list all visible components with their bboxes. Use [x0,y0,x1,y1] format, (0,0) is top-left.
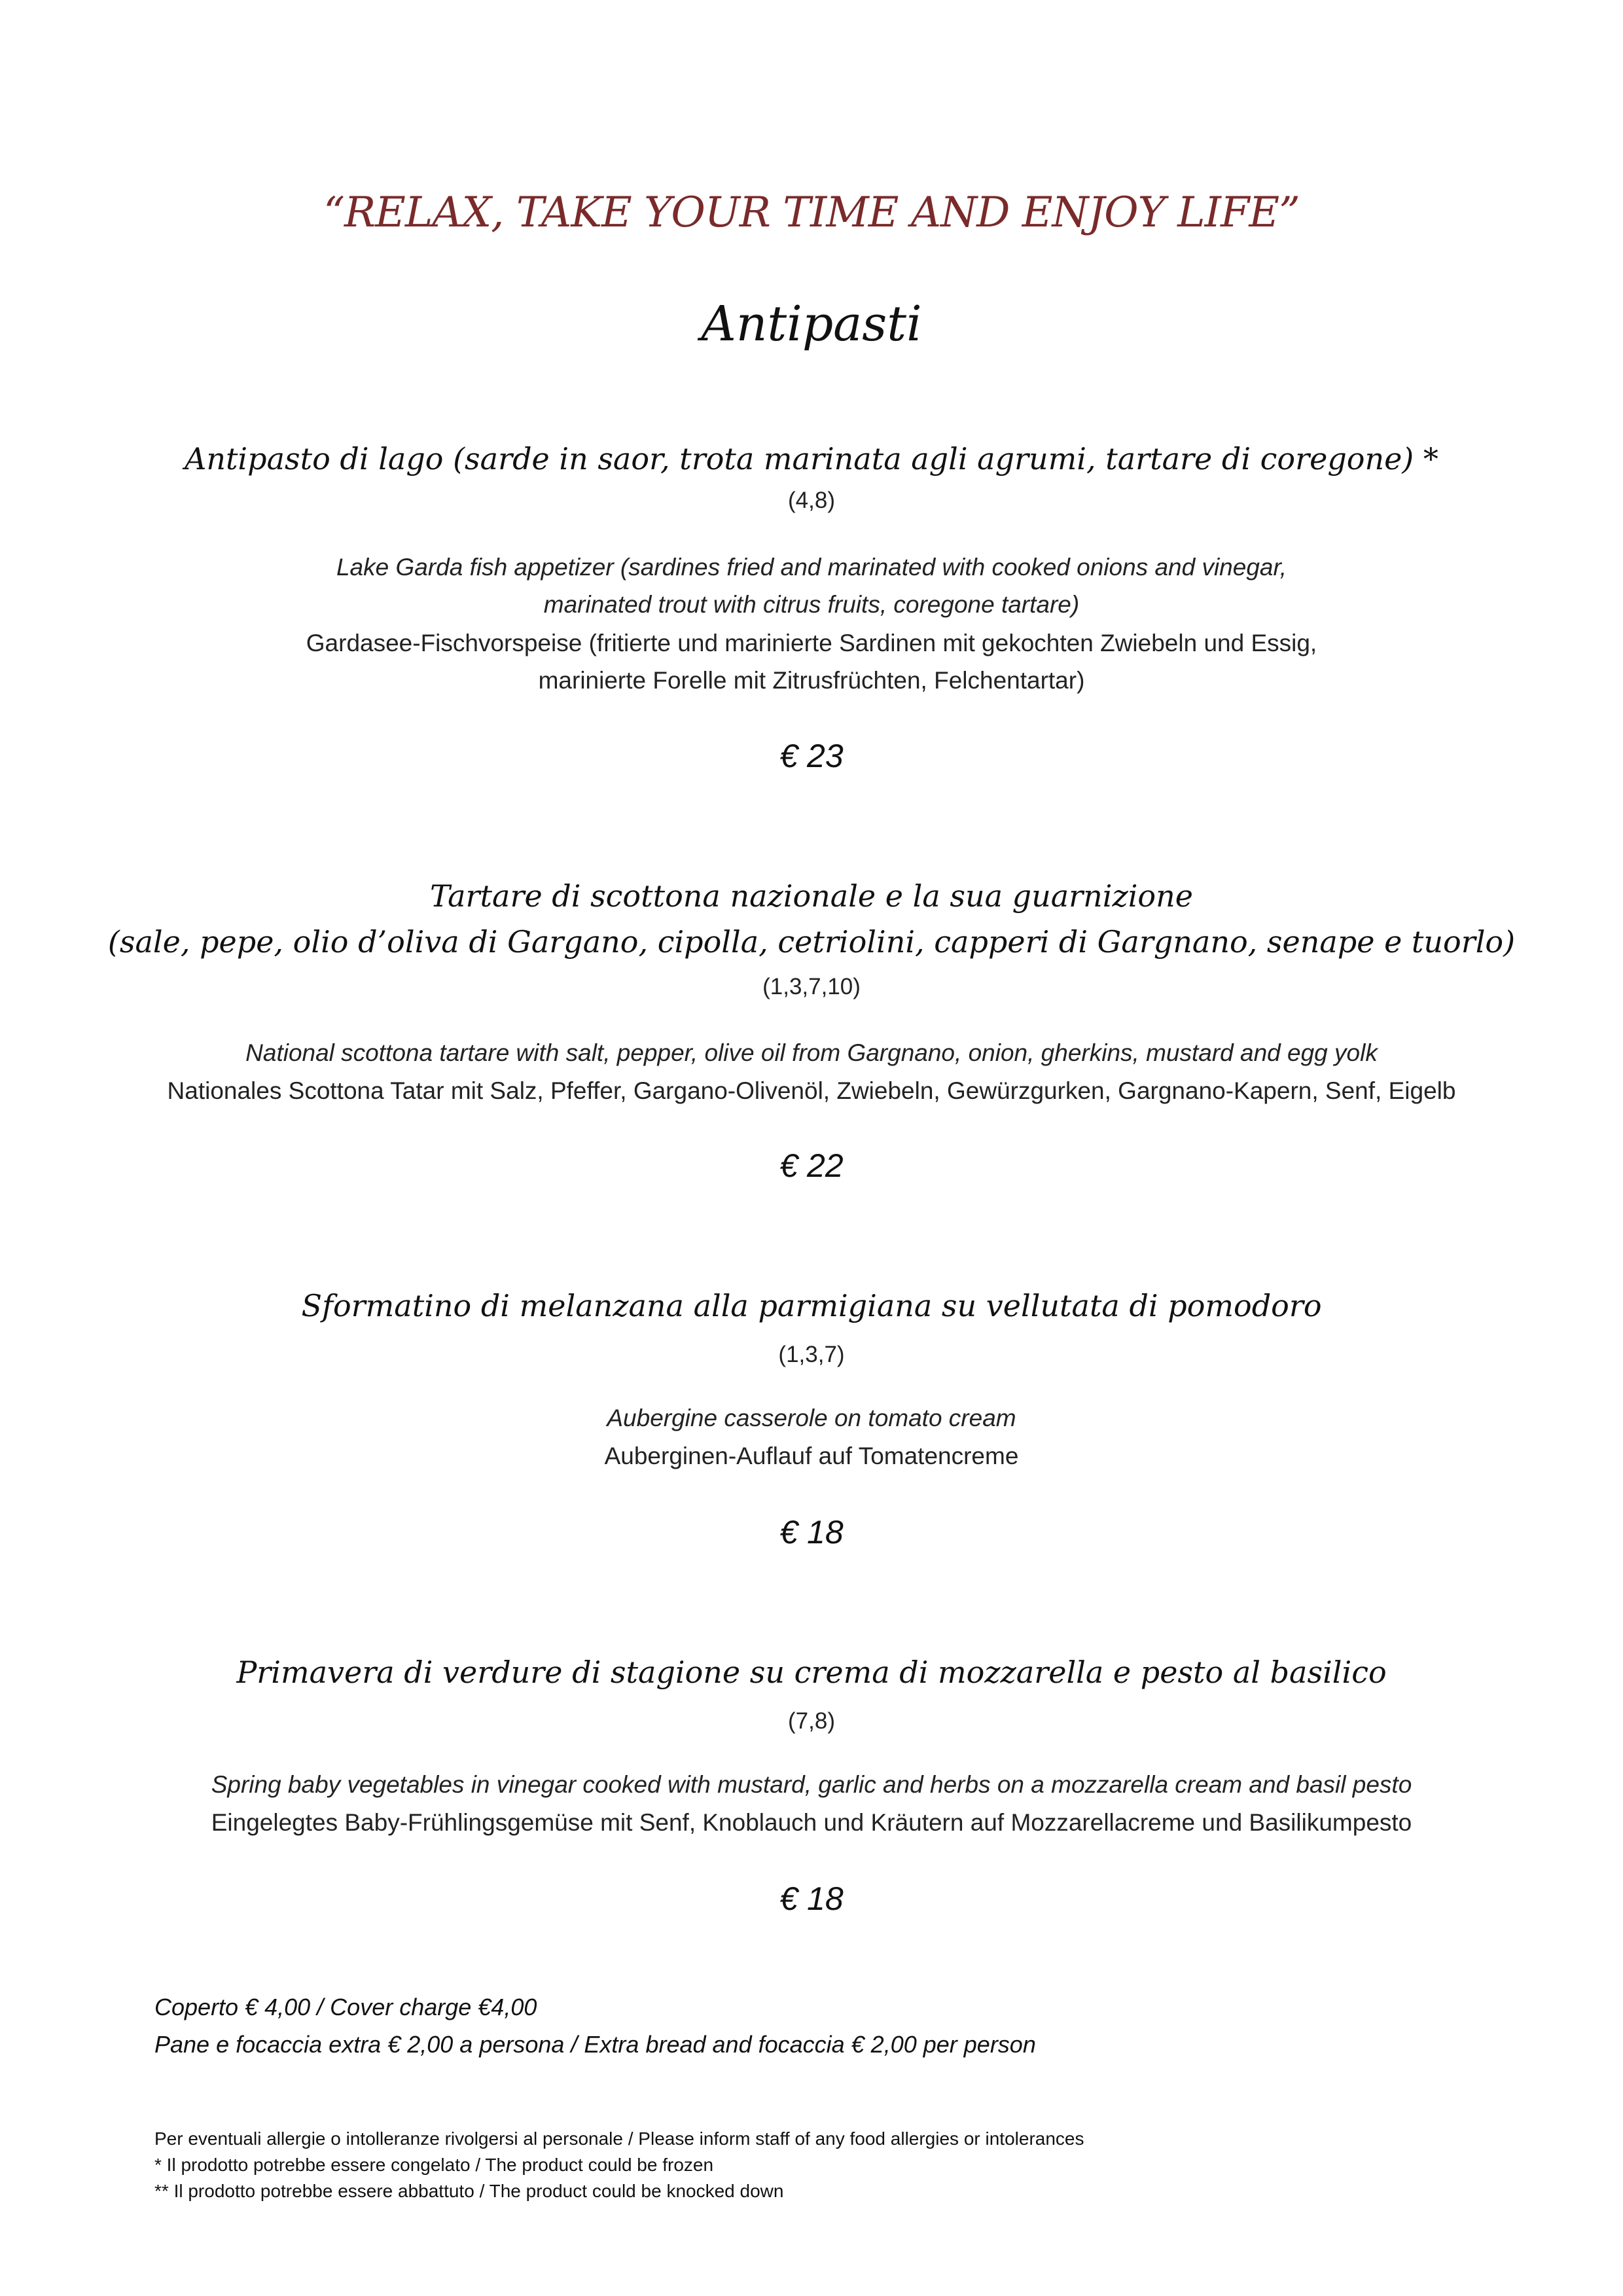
footer-notes [154,2126,1084,2204]
dish-name [0,873,1623,965]
dish-allergens: (4,8) [788,488,835,513]
dish-allergens: (7,8) [788,1708,835,1734]
bread-charge: Pane e focaccia extra € 2,00 a persona / Extra bread and focaccia € 2,00 per person [154,2031,1036,2058]
dish-allergens: (1,3,7) [778,1342,845,1367]
dish-name-line: Tartare di scottona nazionale e la sua guarnizione [430,878,1193,914]
dish-description-english: Aubergine casserole on tomato cream [607,1405,1016,1431]
dish-name-line: (sale, pepe, olio d’oliva di Gargano, cipolla, cetriolini, capperi di Gargnano, senape e tuorlo) [107,924,1516,960]
frozen-note: * Il prodotto potrebbe essere congelato / The product could be frozen [154,2155,714,2175]
description-line: Gardasee-Fischvorspeise (fritierte und marinierte Sardinen mit gekochten Zwiebeln und Essig, [306,630,1317,656]
dish-description-english: National scottona tartare with salt, pepper, olive oil from Gargnano, onion, gherkins, mustard and egg yolk [245,1039,1378,1066]
dish-name: Antipasto di lago (sarde in saor, trota marinata agli agrumi, tartare di coregone) * [185,441,1438,476]
description-line: marinierte Forelle mit Zitrusfrüchten, Felchentartar) [538,667,1085,694]
dish-description-german: Nationales Scottona Tatar mit Salz, Pfeffer, Gargano-Olivenöl, Zwiebeln, Gewürzgurken, Gargnano-Kapern, Senf, Eigelb [167,1077,1456,1104]
motto-heading: “RELAX, TAKE YOUR TIME AND ENJOY LIFE” [323,188,1300,237]
dish-description-german: Eingelegtes Baby-Frühlingsgemüse mit Senf, Knoblauch und Kräutern auf Mozzarellacreme und Basilikumpesto [211,1809,1412,1836]
cover-charge: Coperto € 4,00 / Cover charge €4,00 [154,1994,537,2020]
dish-price: € 18 [779,1880,844,1917]
dish-description-english: Spring baby vegetables in vinegar cooked with mustard, garlic and herbs on a mozzarella cream and basil pesto [211,1771,1412,1798]
dish-price: € 22 [779,1147,844,1184]
dish-name: Sformatino di melanzana alla parmigiana su vellutata di pomodoro [301,1288,1322,1323]
allergy-note: Per eventuali allergie o intolleranze rivolgersi al personale / Please inform staff of any food allergies or intolerances [154,2128,1084,2149]
dish-price: € 18 [779,1514,844,1551]
dish-name: Primavera di verdure di stagione su crema di mozzarella e pesto al basilico [236,1655,1387,1690]
description-line: Lake Garda fish appetizer (sardines fried and marinated with cooked onions and vinegar, [336,554,1287,581]
knocked-down-note: ** Il prodotto potrebbe essere abbattuto / The product could be knocked down [154,2181,784,2201]
charges-note [154,1988,1036,2063]
dish-description-english [0,548,1623,623]
dish-price: € 23 [779,738,844,774]
section-title: Antipasti [701,296,922,352]
dish-description-german: Auberginen-Auflauf auf Tomatencreme [604,1443,1019,1469]
dish-description-german [0,624,1623,699]
dish-allergens: (1,3,7,10) [762,974,861,999]
description-line: marinated trout with citrus fruits, coregone tartare) [543,591,1080,618]
